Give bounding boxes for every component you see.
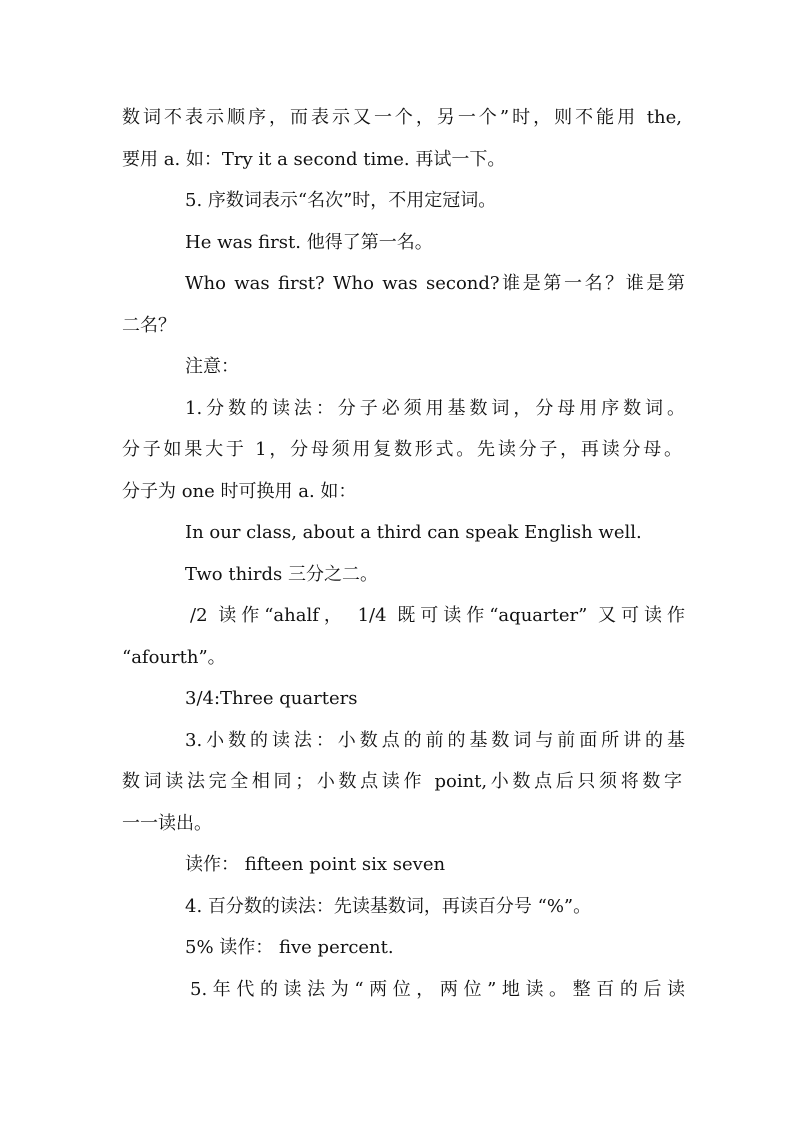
section-heading: 注意： [185, 356, 239, 377]
text-line: 一一读出。 [122, 813, 212, 834]
text-line: 二名？ [122, 315, 176, 336]
text-line: 5.年代的读法为“两位，两位”地读。整百的后读 [190, 979, 685, 1000]
text-line: Who was first? Who was second?谁是第一名？谁是第 [185, 273, 685, 294]
text-line: Two thirds 三分之二。 [185, 564, 378, 585]
text-line: 5% 读作： five percent. [185, 937, 394, 958]
text-line: 分子为 one 时可换用 a. 如： [122, 481, 357, 502]
text-line: 5. 序数词表示“名次”时，不用定冠词。 [185, 190, 497, 211]
text-line: 数词读法完全相同；小数点读作 point,小数点后只须将数字 [122, 771, 682, 792]
text-line: 4. 百分数的读法：先读基数词，再读百分号 “%”。 [185, 896, 592, 917]
text-line: 3.小数的读法：小数点的前的基数词与前面所讲的基 [185, 730, 685, 751]
text-line: 分子如果大于 1，分母须用复数形式。先读分子，再读分母。 [122, 439, 682, 460]
text-line: 读作： fifteen point six seven [185, 854, 446, 875]
text-line: 1.分数的读法：分子必须用基数词，分母用序数词。 [185, 398, 685, 419]
text-line: In our class, about a third can speak English well. [185, 522, 642, 543]
text-line: 数词不表示顺序，而表示又一个，另一个”时，则不能用 the, [122, 107, 682, 128]
text-line: 要用 a. 如：Try it a second time. 再试一下。 [122, 149, 506, 170]
text-line: 3/4:Three quarters [185, 688, 358, 709]
text-line: /2 读作“ahalf， 1/4 既可读作“aquarter” 又可读作 [190, 605, 685, 626]
text-line: “afourth”。 [122, 647, 226, 668]
text-line: He was first. 他得了第一名。 [185, 232, 433, 253]
